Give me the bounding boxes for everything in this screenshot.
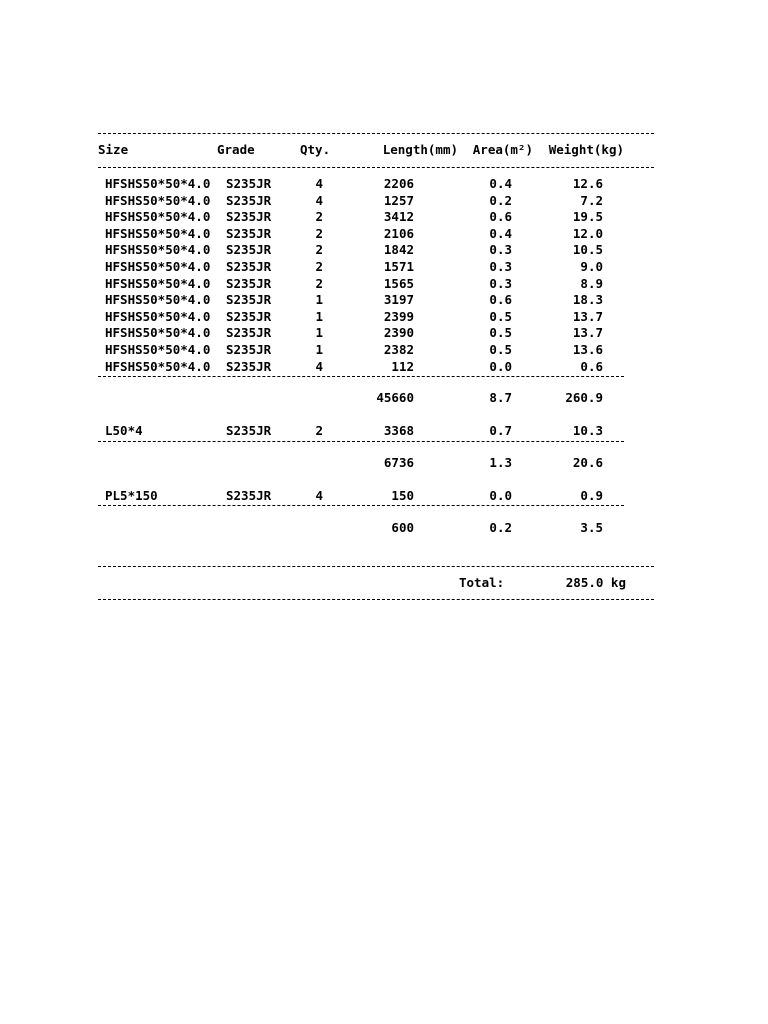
table-row [0,359,768,375]
cell-weight: 9.0 [580,259,603,274]
subtotal-area: 1.3 [489,455,512,470]
cell-area: 0.0 [489,359,512,374]
table-row [0,259,768,275]
cell-weight: 19.5 [572,209,603,224]
cell-area: 0.6 [489,209,512,224]
cell-grade: S235JR [226,342,272,357]
cell-length: 2206 [383,176,414,191]
total-top-rule [98,566,654,567]
table-row [0,242,768,258]
cell-grade: S235JR [226,292,272,307]
cell-weight: 12.6 [572,176,603,191]
header-bottom-rule [98,167,654,168]
cell-weight: 13.7 [572,309,603,324]
subtotal-row [0,455,768,471]
header-top-rule [98,133,654,134]
cell-grade: S235JR [226,209,272,224]
cell-size: HFSHS50*50*4.0 [105,176,211,191]
cell-size: HFSHS50*50*4.0 [105,193,211,208]
table-row [0,209,768,225]
cell-weight: 8.9 [580,276,603,291]
cell-qty: 4 [315,193,323,208]
cell-length: 112 [391,359,414,374]
cell-grade: S235JR [226,325,272,340]
cell-length: 3412 [383,209,414,224]
cell-area: 0.3 [489,259,512,274]
cell-grade: S235JR [226,176,272,191]
cell-grade: S235JR [226,309,272,324]
cell-grade: S235JR [226,423,272,438]
cell-qty: 1 [315,292,323,307]
subtotal-rule [98,505,624,506]
cell-length: 3368 [383,423,414,438]
cell-size: HFSHS50*50*4.0 [105,209,211,224]
cell-weight: 10.3 [572,423,603,438]
cell-qty: 2 [315,259,323,274]
cell-grade: S235JR [226,276,272,291]
cell-area: 0.5 [489,325,512,340]
subtotal-area: 8.7 [489,390,512,405]
cell-weight: 0.9 [580,488,603,503]
cell-weight: 13.7 [572,325,603,340]
cell-length: 150 [391,488,414,503]
table-row [0,423,768,439]
subtotal-rule [98,441,624,442]
total-bottom-rule [98,599,654,600]
cell-length: 2390 [383,325,414,340]
cell-qty: 2 [315,226,323,241]
subtotal-rule [98,376,624,377]
cell-grade: S235JR [226,488,272,503]
cell-area: 0.0 [489,488,512,503]
cell-area: 0.6 [489,292,512,307]
table-row [0,176,768,192]
cell-qty: 2 [315,209,323,224]
cell-qty: 4 [315,176,323,191]
cell-area: 0.3 [489,276,512,291]
cell-length: 2399 [383,309,414,324]
cell-grade: S235JR [226,226,272,241]
table-row [0,276,768,292]
cell-qty: 1 [315,342,323,357]
table-row [0,309,768,325]
cell-size: HFSHS50*50*4.0 [105,259,211,274]
table-row [0,488,768,504]
cell-weight: 18.3 [572,292,603,307]
cell-size: HFSHS50*50*4.0 [105,226,211,241]
cell-qty: 2 [315,276,323,291]
subtotal-length: 600 [391,520,414,535]
cell-weight: 10.5 [572,242,603,257]
subtotal-area: 0.2 [489,520,512,535]
table-row [0,193,768,209]
cell-length: 1565 [383,276,414,291]
cell-weight: 13.6 [572,342,603,357]
table-row [0,226,768,242]
cell-grade: S235JR [226,359,272,374]
table-row [0,325,768,341]
table-row [0,292,768,308]
subtotal-length: 6736 [383,455,414,470]
cell-qty: 4 [315,488,323,503]
cell-qty: 4 [315,359,323,374]
header-grade: Grade [217,142,255,157]
cell-weight: 0.6 [580,359,603,374]
cell-size: HFSHS50*50*4.0 [105,359,211,374]
total-row [0,575,768,591]
table-row [0,342,768,358]
cell-length: 1842 [383,242,414,257]
cell-grade: S235JR [226,242,272,257]
cell-area: 0.7 [489,423,512,438]
header-qty: Qty. [300,142,331,157]
cell-size: HFSHS50*50*4.0 [105,242,211,257]
cell-size: HFSHS50*50*4.0 [105,325,211,340]
table-header [0,142,768,158]
cell-area: 0.3 [489,242,512,257]
cell-size: HFSHS50*50*4.0 [105,309,211,324]
cell-length: 2382 [383,342,414,357]
cell-area: 0.2 [489,193,512,208]
cell-grade: S235JR [226,259,272,274]
cell-area: 0.4 [489,176,512,191]
header-area: Area(m²) [472,142,533,157]
subtotal-weight: 3.5 [580,520,603,535]
cell-size: HFSHS50*50*4.0 [105,292,211,307]
cell-length: 3197 [383,292,414,307]
cell-size: PL5*150 [105,488,158,503]
cell-qty: 1 [315,309,323,324]
cell-weight: 7.2 [580,193,603,208]
cell-area: 0.5 [489,309,512,324]
header-weight: Weight(kg) [548,142,624,157]
cell-size: HFSHS50*50*4.0 [105,342,211,357]
subtotal-row [0,390,768,406]
subtotal-weight: 260.9 [565,390,603,405]
header-length: Length(mm) [382,142,458,157]
total-value: 285.0 kg [565,575,626,590]
cell-size: L50*4 [105,423,143,438]
cell-grade: S235JR [226,193,272,208]
total-label: Total: [459,575,505,590]
cell-length: 1257 [383,193,414,208]
cell-qty: 1 [315,325,323,340]
subtotal-length: 45660 [376,390,414,405]
cell-qty: 2 [315,423,323,438]
header-size: Size [98,142,129,157]
cell-area: 0.4 [489,226,512,241]
cell-area: 0.5 [489,342,512,357]
cell-length: 1571 [383,259,414,274]
subtotal-row [0,520,768,536]
cell-qty: 2 [315,242,323,257]
cell-size: HFSHS50*50*4.0 [105,276,211,291]
cell-length: 2106 [383,226,414,241]
cell-weight: 12.0 [572,226,603,241]
subtotal-weight: 20.6 [572,455,603,470]
